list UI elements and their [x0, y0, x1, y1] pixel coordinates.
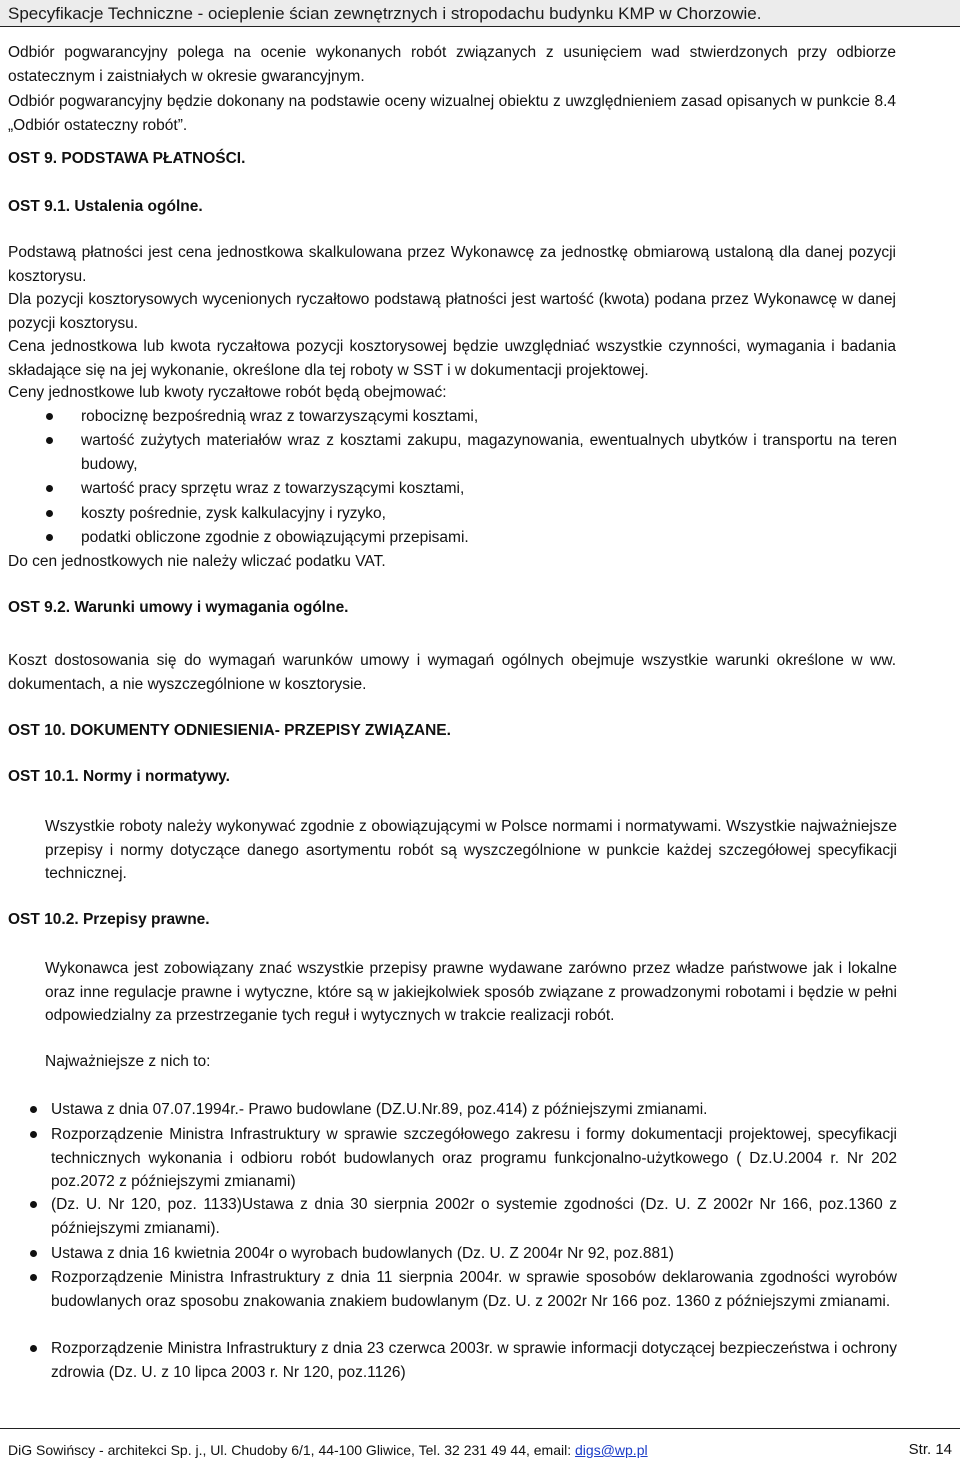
paragraph-post-warranty-basis: Odbiór pogwarancyjny będzie dokonany na podstawie oceny wizualnej obiektu z uwzględnieniem zasad opisanych w punkcie 8.4 „Odbiór ostateczny robót”. — [8, 93, 896, 134]
heading-ost-9-1: OST 9.1. Ustalenia ogólne. — [8, 198, 203, 215]
list-item-text: robociznę bezpośrednią wraz z towarzyszącymi kosztami, — [81, 408, 479, 425]
paragraph-most-important: Najważniejsze z nich to: — [45, 1053, 211, 1070]
bullet-icon — [46, 534, 53, 541]
bullet-icon — [46, 413, 53, 420]
paragraph-unit-price: Cena jednostkowa lub kwota ryczałtowa pozycji kosztorysowej będzie uwzględniać wszystkie czynności, wymagania i badania składające się na jej wykonanie, określone dla tej roboty w SST i w dokumentacji projektowej. — [8, 338, 896, 379]
bullet-icon — [46, 485, 53, 492]
list-item-text: Rozporządzenie Ministra Infrastruktury w sprawie szczegółowego zakresu i formy dokumentacji projektowej, specyfikacji technicznych wykonania i odbioru robót budowlanych oraz programu funkcjonalno-użytkowego ( Dz.U.2004 r. Nr 202 poz.2072 z późniejszymi zmianami) — [51, 1126, 897, 1190]
list-item-text: Ustawa z dnia 16 kwietnia 2004r o wyrobach budowlanych (Dz. U. Z 2004r Nr 92, poz.881) — [51, 1245, 674, 1262]
bullet-icon — [30, 1201, 37, 1208]
paragraph-post-warranty-acceptance: Odbiór pogwarancyjny polega na ocenie wykonanych robót związanych z usunięciem wad stwierdzonych przy odbiorze ostatecznym i zaistniałych w okresie gwarancyjnym. — [8, 44, 896, 85]
list-item-text: Rozporządzenie Ministra Infrastruktury z dnia 23 czerwca 2003r. w sprawie informacji dotyczącej bezpieczeństwa i ochrony zdrowia (Dz. U. z 10 lipca 2003 r. Nr 120, poz.1126) — [51, 1340, 897, 1381]
document-header — [0, 0, 960, 27]
list-item-text: Ustawa z dnia 07.07.1994r.- Prawo budowlane (DZ.U.Nr.89, poz.414) z późniejszymi zmianami. — [51, 1101, 708, 1118]
paragraph-contract-cost: Koszt dostosowania się do wymagań warunków umowy i wymagań ogólnych obejmuje wszystkie warunki określone w ww. dokumentach, a nie wyszczególnione w kosztorysie. — [8, 652, 896, 693]
bullet-icon — [30, 1250, 37, 1257]
footer-email-link[interactable]: digs@wp.pl — [575, 1442, 648, 1458]
bullet-icon — [46, 437, 53, 444]
list-item-text: wartość zużytych materiałów wraz z kosztami zakupu, magazynowania, ewentualnych ubytków i transportu na teren budowy, — [81, 432, 897, 473]
footer-address-text: DiG Sowińscy - architekci Sp. j., Ul. Chudoby 6/1, 44-100 Gliwice, Tel. 32 231 49 44, email: — [8, 1442, 576, 1458]
bullet-icon — [30, 1345, 37, 1352]
list-item-text: koszty pośrednie, zysk kalkulacyjny i ryzyko, — [81, 505, 386, 522]
document-footer — [0, 1428, 960, 1465]
list-item-text: (Dz. U. Nr 120, poz. 1133)Ustawa z dnia 30 sierpnia 2002r o systemie zgodności (Dz. U. Z 2002r Nr 166, poz.1360 z późniejszymi zmianami). — [51, 1196, 897, 1237]
footer-address — [8, 1433, 648, 1467]
paragraph-legal-regulations: Wykonawca jest zobowiązany znać wszystkie przepisy prawne wydawane zarówno przez władze państwowe jak i lokalne oraz inne regulacje prawne i wytyczne, które są w jakiejkolwiek sposób związane z prowadzonymi robotami i będzie w pełni odpowiedzialny za przestrzeganie tych reguł i wytycznych w trakcie realizacji robót. — [45, 960, 897, 1024]
heading-ost-10-1: OST 10.1. Normy i normatywy. — [8, 768, 230, 785]
page-number: Str. 14 — [908, 1441, 952, 1458]
list-item-text: podatki obliczone zgodnie z obowiązującymi przepisami. — [81, 529, 469, 546]
heading-ost-10: OST 10. DOKUMENTY ODNIESIENIA- PRZEPISY ZWIĄZANE. — [8, 722, 451, 739]
bullet-icon — [46, 510, 53, 517]
list-item-text: wartość pracy sprzętu wraz z towarzyszącymi kosztami, — [81, 480, 465, 497]
paragraph-payment-basis: Podstawą płatności jest cena jednostkowa skalkulowana przez Wykonawcę za jednostkę obmiarową ustaloną dla danej pozycji kosztorysu. — [8, 244, 896, 285]
bullet-icon — [30, 1131, 37, 1138]
document-title: Specyfikacje Techniczne - ocieplenie ścian zewnętrznych i stropodachu budynku KMP w Chorzowie. — [8, 4, 762, 23]
heading-ost-9: OST 9. PODSTAWA PŁATNOŚCI. — [8, 150, 246, 167]
bullet-icon — [30, 1106, 37, 1113]
list-item-text: Rozporządzenie Ministra Infrastruktury z dnia 11 sierpnia 2004r. w sprawie sposobów deklarowania zgodności wyrobów budowlanych oraz sposobu znakowania znakiem budowlanym (Dz. U. z 2002r Nr 166 poz. 1360 z późniejszymi zmianami. — [51, 1269, 897, 1310]
paragraph-lump-sum: Dla pozycji kosztorysowych wycenionych ryczałtowo podstawą płatności jest wartość (kwota) podana przez Wykonawcę w danej pozycji kosztorysu. — [8, 291, 896, 332]
bullet-icon — [30, 1274, 37, 1281]
heading-ost-9-2: OST 9.2. Warunki umowy i wymagania ogólne. — [8, 599, 349, 616]
paragraph-vat: Do cen jednostkowych nie należy wliczać podatku VAT. — [8, 553, 386, 570]
heading-ost-10-2: OST 10.2. Przepisy prawne. — [8, 911, 210, 928]
paragraph-prices-include: Ceny jednostkowe lub kwoty ryczałtowe robót będą obejmować: — [8, 384, 447, 401]
paragraph-norms: Wszystkie roboty należy wykonywać zgodnie z obowiązującymi w Polsce normami i normatywami. Wszystkie najważniejsze przepisy i normy dotyczące danego asortymentu robót są wyszczególnione w punkcie każdej szczegółowej specyfikacji technicznej. — [45, 818, 897, 882]
